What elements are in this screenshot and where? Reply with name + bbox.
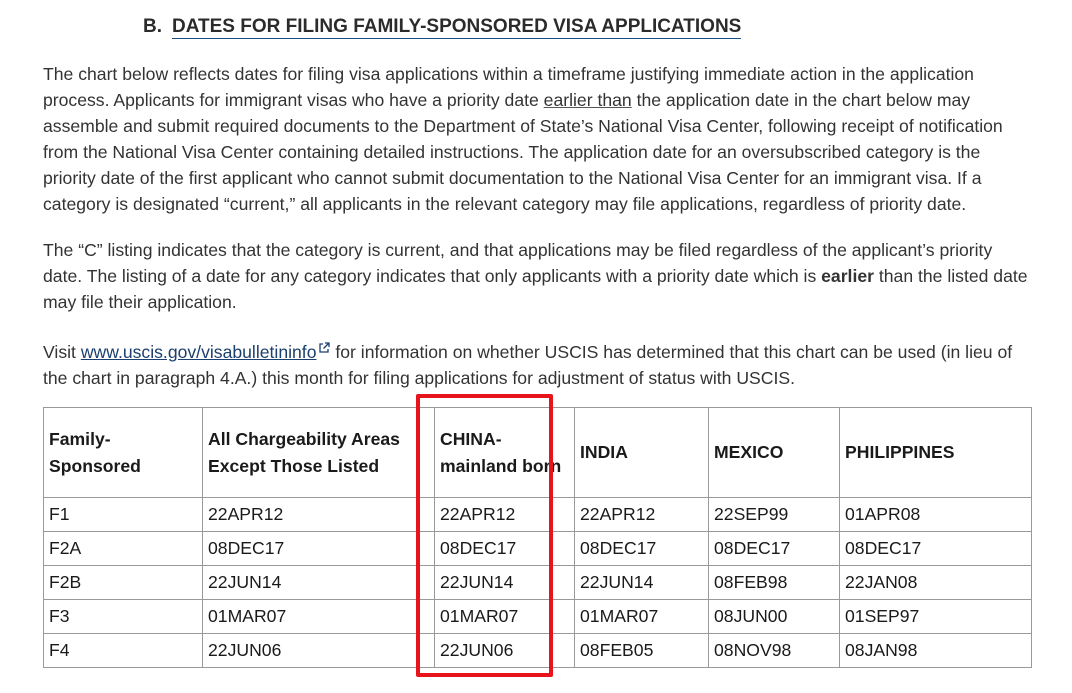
header-family-sponsored: Family-Sponsored — [44, 408, 203, 498]
bold-text: earlier — [821, 266, 874, 286]
date-cell: 22JUN14 — [203, 566, 435, 600]
date-cell: 08FEB05 — [575, 634, 709, 668]
table-row — [44, 532, 1032, 566]
date-cell: 22APR12 — [435, 498, 575, 532]
date-cell: 22JUN14 — [575, 566, 709, 600]
header-mexico: MEXICO — [709, 408, 840, 498]
intro-paragraph — [43, 61, 1028, 217]
date-cell: 08DEC17 — [709, 532, 840, 566]
header-china: CHINA-mainland born — [435, 408, 575, 498]
visa-dates-table — [43, 407, 1032, 668]
table-row — [44, 634, 1032, 668]
date-cell: 22SEP99 — [709, 498, 840, 532]
date-cell: 01APR08 — [840, 498, 1032, 532]
table-row — [44, 566, 1032, 600]
external-link-icon[interactable] — [318, 335, 330, 347]
header-india: INDIA — [575, 408, 709, 498]
table-header-row — [44, 408, 1032, 498]
date-cell: 01MAR07 — [435, 600, 575, 634]
category-cell: F3 — [44, 600, 203, 634]
date-cell: 22JUN06 — [203, 634, 435, 668]
date-cell: 01MAR07 — [203, 600, 435, 634]
paragraph-text: The chart below reflects dates for filing visa applications within a timeframe justifying immediate action in the application process. Applicants for immigrant visas who have a priority date — [43, 64, 974, 110]
date-cell: 08DEC17 — [435, 532, 575, 566]
uscis-link[interactable]: www.uscis.gov/visabulletininfo — [80, 342, 317, 362]
section-title: DATES FOR FILING FAMILY-SPONSORED VISA APPLICATIONS — [172, 16, 742, 37]
date-cell: 08DEC17 — [840, 532, 1032, 566]
date-cell: 22APR12 — [203, 498, 435, 532]
date-cell: 22JUN14 — [435, 566, 575, 600]
header-all-chargeability: All Chargeability Areas Except Those Listed — [203, 408, 435, 498]
category-cell: F4 — [44, 634, 203, 668]
category-cell: F2B — [44, 566, 203, 600]
date-cell: 22APR12 — [575, 498, 709, 532]
date-cell: 08FEB98 — [709, 566, 840, 600]
section-heading — [143, 16, 741, 38]
table-row — [44, 498, 1032, 532]
date-cell: 08DEC17 — [203, 532, 435, 566]
category-cell: F2A — [44, 532, 203, 566]
paragraph-text: the application date in the chart below may assemble and submit required documents to the Department of State’s National Visa Center, following receipt of notification from the National Visa Center containing detailed instructions. The application date for an oversubscribed category is the priority date of the first applicant who cannot submit documentation to the National Visa Center for an immigrant visa. If a category is designated “current,” all applicants in the relevant category may file applications, regardless of priority date. — [43, 90, 1003, 214]
section-letter: B. — [143, 16, 162, 37]
paragraph-text: The “C” listing indicates that the category is current, and that applications may be filed regardless of the applicant’s priority date. The listing of a date for any category indicates that only applicants with a priority date which is — [43, 240, 993, 286]
date-cell: 22JUN06 — [435, 634, 575, 668]
category-cell: F1 — [44, 498, 203, 532]
current-listing-paragraph — [43, 237, 1028, 315]
underlined-text: earlier than — [543, 90, 632, 110]
paragraph-text: for information on whether USCIS has determined that this chart can be used (in lieu of the chart in paragraph 4.A.) this month for filing applications for adjustment of status with USCIS. — [43, 342, 1013, 388]
header-philippines: PHILIPPINES — [840, 408, 1032, 498]
paragraph-text: Visit — [43, 342, 81, 362]
paragraph-text: than the listed date may file their application. — [43, 266, 1028, 312]
date-cell: 22JAN08 — [840, 566, 1032, 600]
date-cell: 08NOV98 — [709, 634, 840, 668]
uscis-paragraph — [43, 335, 1028, 391]
date-cell: 01SEP97 — [840, 600, 1032, 634]
date-cell: 01MAR07 — [575, 600, 709, 634]
date-cell: 08DEC17 — [575, 532, 709, 566]
date-cell: 08JAN98 — [840, 634, 1032, 668]
table-row — [44, 600, 1032, 634]
date-cell: 08JUN00 — [709, 600, 840, 634]
